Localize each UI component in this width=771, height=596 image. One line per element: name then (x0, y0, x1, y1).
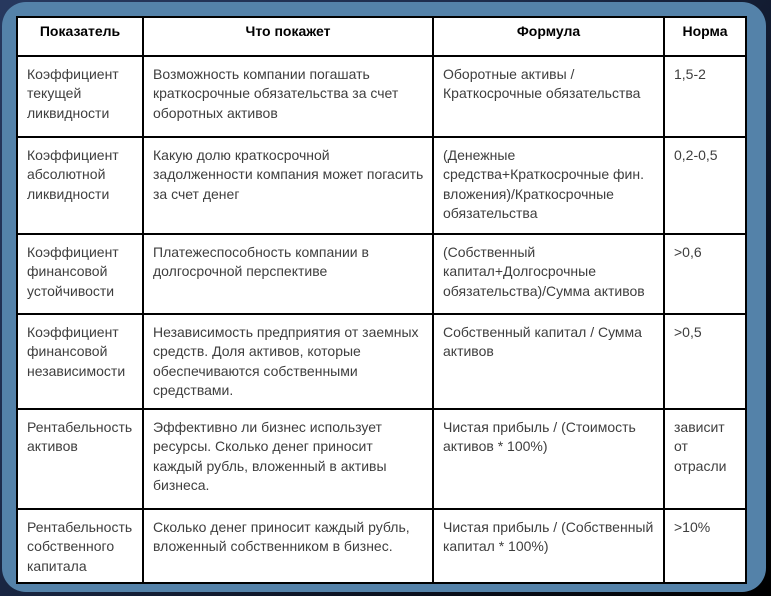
cell-formula: Чистая прибыль / (Собственный капитал * 100%) (433, 509, 664, 583)
cell-formula: Собственный капитал / Сумма активов (433, 314, 664, 409)
cell-norm: 1,5-2 (664, 56, 746, 137)
table-row (17, 409, 746, 509)
cell-indicator: Коэффициент финансовой независимости (17, 314, 143, 409)
header-cell-norm: Норма (664, 17, 746, 56)
cell-indicator: Коэффициент абсолютной ликвидности (17, 137, 143, 234)
cell-indicator: Рентабельность собственного капитала (17, 509, 143, 583)
cell-formula: Оборотные активы / Краткосрочные обязательства (433, 56, 664, 137)
cell-description: Сколько денег приносит каждый рубль, вложенный собственником в бизнес. (143, 509, 433, 583)
cell-description: Платежеспособность компании в долгосрочной перспективе (143, 234, 433, 314)
cell-norm: >0,6 (664, 234, 746, 314)
cell-description: Независимость предприятия от заемных средств. Доля активов, которые обеспечиваются собственными средствами. (143, 314, 433, 409)
cell-indicator: Рентабельность активов (17, 409, 143, 509)
cell-indicator: Коэффициент текущей ликвидности (17, 56, 143, 137)
header-cell-indicator: Показатель (17, 17, 143, 56)
financial-indicators-table (16, 16, 747, 584)
table-row (17, 509, 746, 583)
cell-formula: Чистая прибыль / (Стоимость активов * 100%) (433, 409, 664, 509)
cell-description: Эффективно ли бизнес использует ресурсы. Сколько денег приносит каждый рубль, вложенный в активы бизнеса. (143, 409, 433, 509)
cell-norm: зависит от отрасли (664, 409, 746, 509)
cell-formula: (Денежные средства+Краткосрочные фин. вложения)/Краткосрочные обязательства (433, 137, 664, 234)
table-row (17, 56, 746, 137)
cell-norm: 0,2-0,5 (664, 137, 746, 234)
header-cell-formula: Формула (433, 17, 664, 56)
cell-formula: (Собственный капитал+Долгосрочные обязательства)/Сумма активов (433, 234, 664, 314)
header-row (17, 17, 746, 56)
table-row (17, 234, 746, 314)
cell-description: Какую долю краткосрочной задолженности компания может погасить за счет денег (143, 137, 433, 234)
table-row (17, 137, 746, 234)
cell-norm: >0,5 (664, 314, 746, 409)
cell-norm: >10% (664, 509, 746, 583)
cell-description: Возможность компании погашать краткосрочные обязательства за счет оборотных активов (143, 56, 433, 137)
table-row (17, 314, 746, 409)
header-cell-description: Что покажет (143, 17, 433, 56)
cell-indicator: Коэффициент финансовой устойчивости (17, 234, 143, 314)
